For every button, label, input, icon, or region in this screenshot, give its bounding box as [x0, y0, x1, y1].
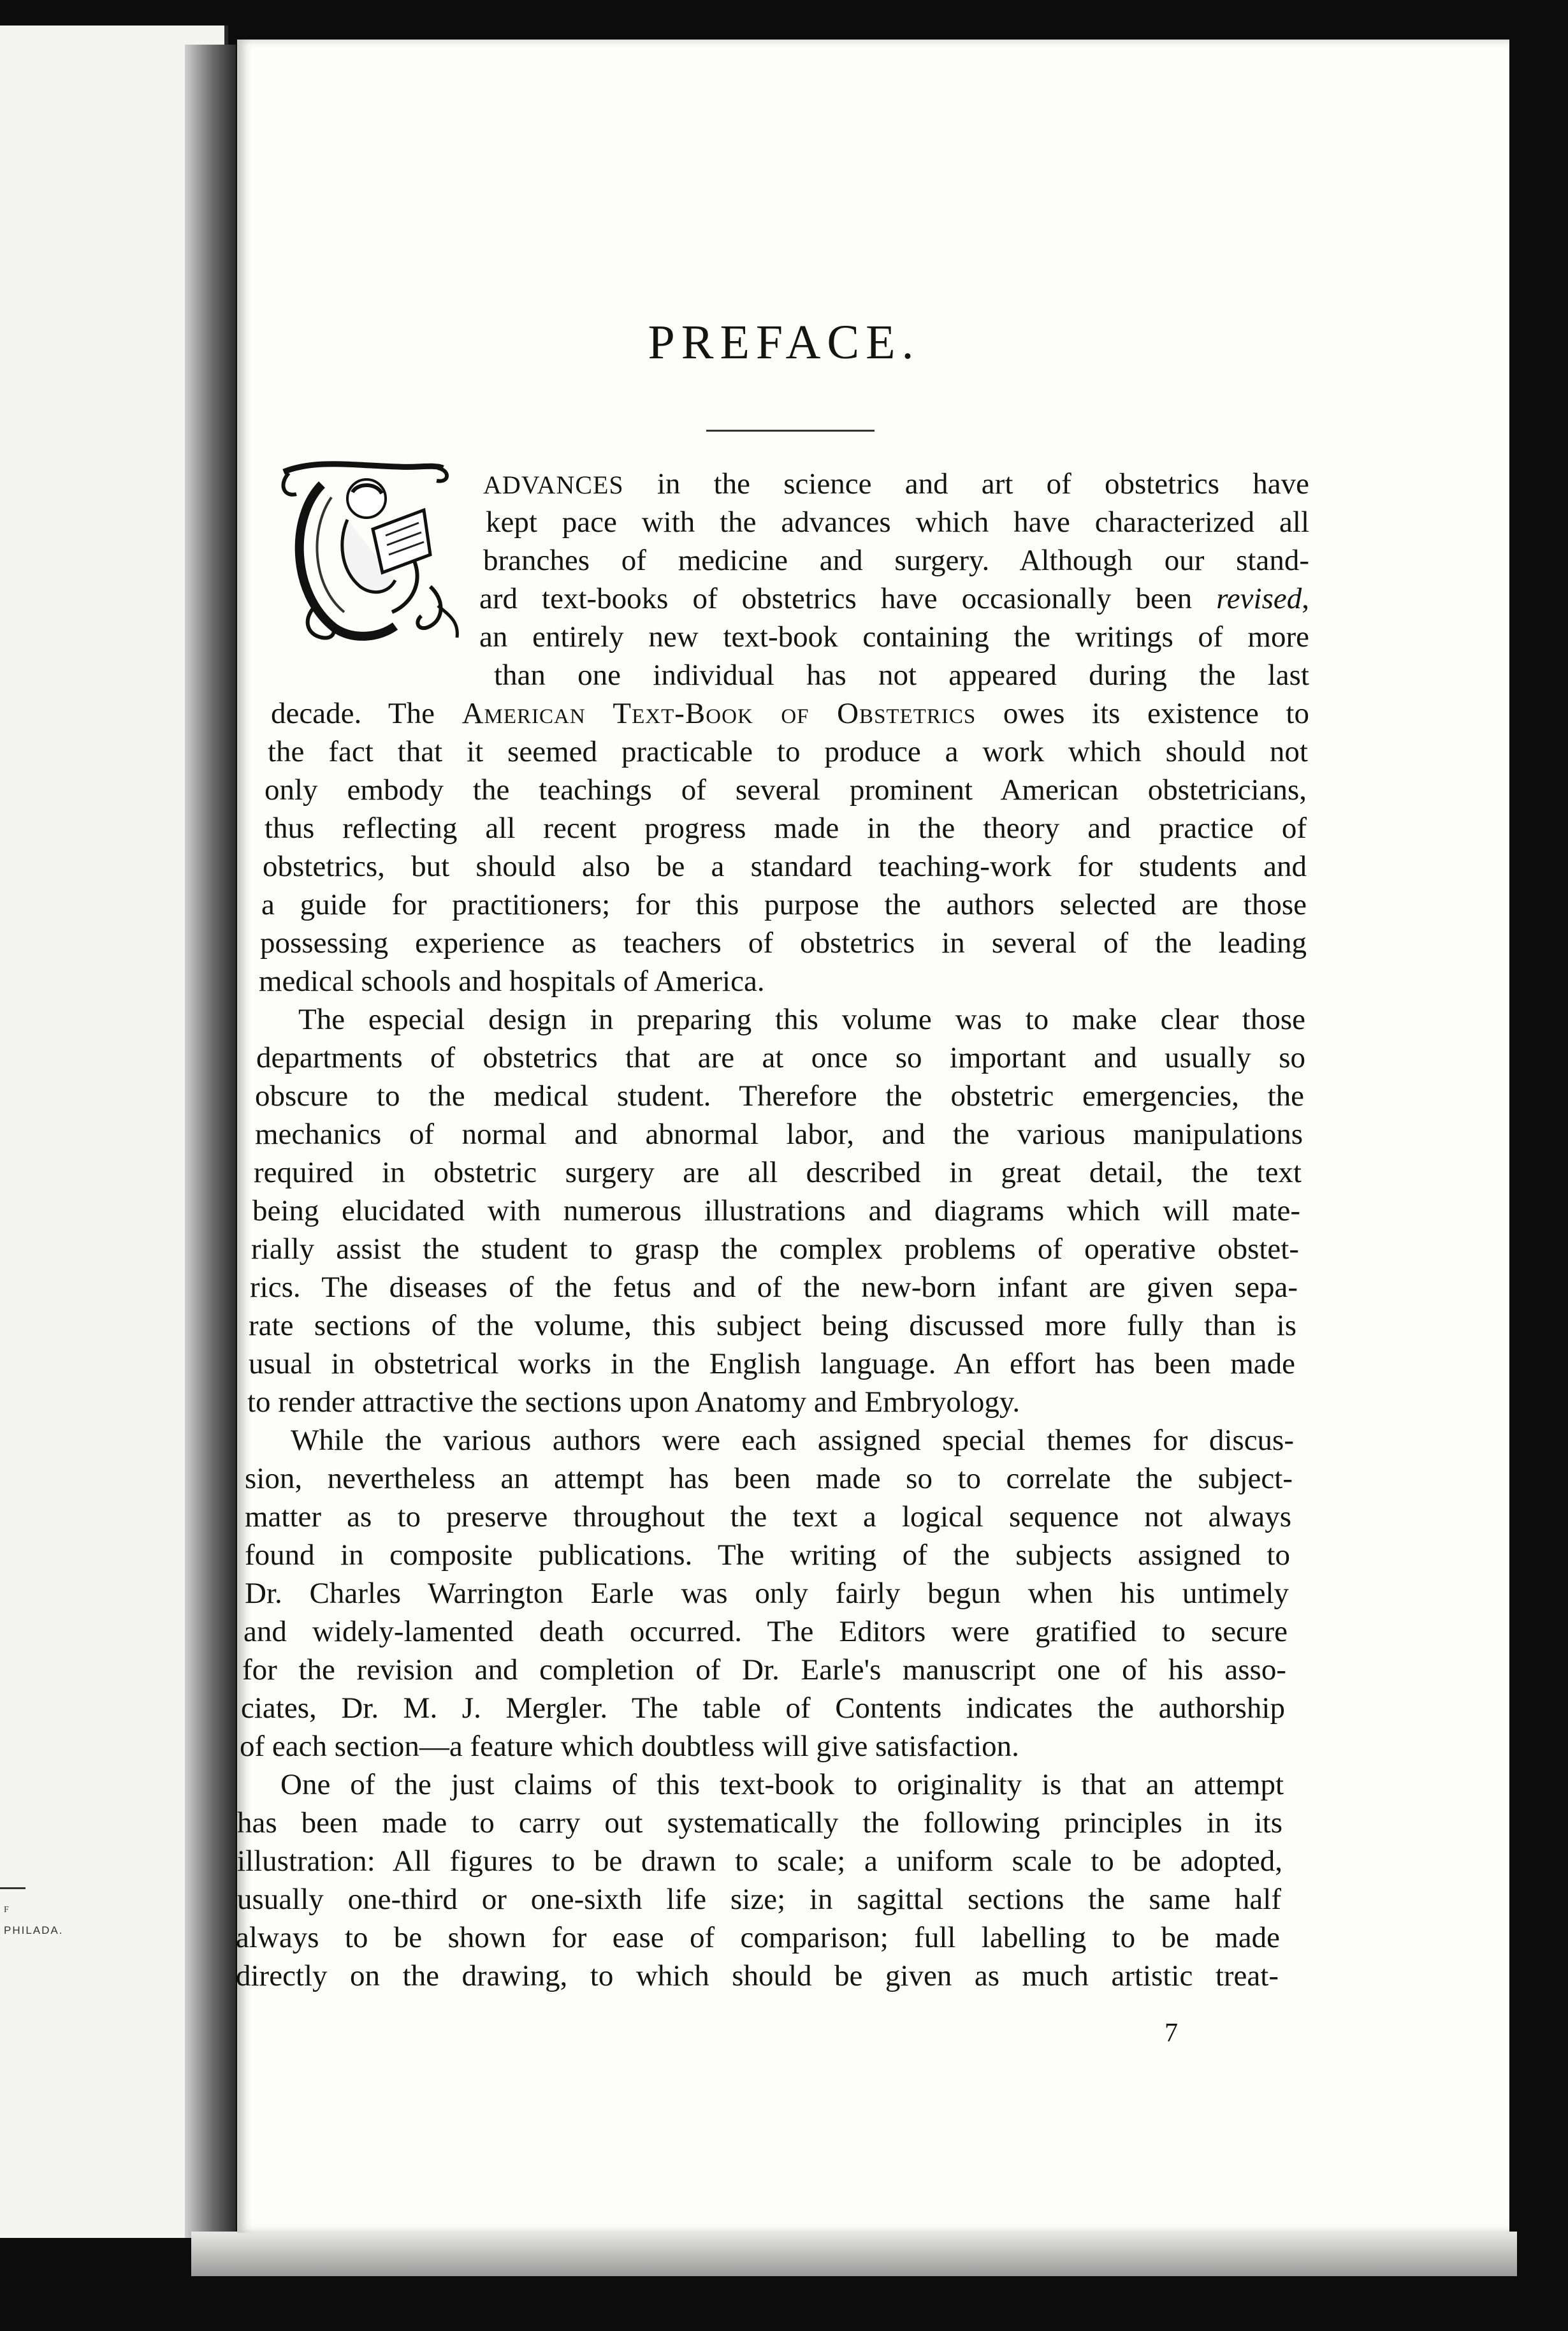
- text-line: the fact that it seemed practicable to produce a work which should not: [268, 735, 1308, 768]
- text-line: has been made to carry out systematically the following principles in its: [237, 1806, 1282, 1839]
- text-line: being elucidated with numerous illustrations and diagrams which will mate-: [252, 1194, 1300, 1227]
- text-line: an entirely new text-book containing the writings of more: [479, 620, 1309, 654]
- text-line: The especial design in preparing this volume was to make clear those: [298, 1003, 1305, 1036]
- text-line: directly on the drawing, to which should be given as much artistic treat-: [236, 1959, 1279, 1992]
- text-line: to render attractive the sections upon Anatomy and Embryology.: [247, 1385, 1020, 1419]
- text-line: possessing experience as teachers of obstetrics in several of the leading: [260, 926, 1307, 960]
- text-line: Dr. Charles Warrington Earle was only fairly begun when his untimely: [245, 1577, 1289, 1610]
- text-line: sion, nevertheless an attempt has been made so to correlate the subject-: [245, 1462, 1293, 1495]
- text-line: always to be shown for ease of comparison; full labelling to be made: [236, 1921, 1280, 1954]
- text-line: for the revision and completion of Dr. Earle's manuscript one of his asso-: [242, 1653, 1286, 1686]
- text-line: and widely-lamented death occurred. The Editors were gratified to secure: [243, 1615, 1288, 1648]
- text-line: only embody the teachings of several prominent American obstetricians,: [265, 773, 1307, 807]
- text-line: rate sections of the volume, this subject being discussed more fully than is: [249, 1309, 1296, 1342]
- text-line: matter as to preserve throughout the text a logical sequence not always: [245, 1500, 1291, 1533]
- text-line: ard text-books of obstetrics have occasionally been revised,: [479, 582, 1309, 615]
- imprint-mark: F: [4, 1905, 9, 1915]
- text-line: ADVANCES in the science and art of obstetrics have: [483, 467, 1309, 501]
- text-line: illustration: All figures to be drawn to scale; a uniform scale to be adopted,: [237, 1845, 1282, 1878]
- text-line: rics. The diseases of the fetus and of the new-born infant are given sepa-: [250, 1271, 1298, 1304]
- text-line: obscure to the medical student. Therefore the obstetric emergencies, the: [255, 1079, 1304, 1113]
- text-line: than one individual has not appeared during the last: [494, 659, 1309, 692]
- text-line: of each section—a feature which doubtless will give satisfaction.: [240, 1730, 1019, 1763]
- text-line: usual in obstetrical works in the English language. An effort has been made: [249, 1347, 1295, 1380]
- text-line: obstetrics, but should also be a standard teaching-work for students and: [263, 850, 1307, 883]
- text-line: branches of medicine and surgery. Although our stand-: [483, 544, 1309, 577]
- text-line: required in obstetric surgery are all described in great detail, the text: [254, 1156, 1302, 1189]
- text-line: a guide for practitioners; for this purpose the authors selected are those: [261, 888, 1307, 921]
- page-title: PREFACE.: [648, 316, 920, 369]
- text-line: departments of obstetrics that are at once so important and usually so: [256, 1041, 1305, 1074]
- text-line: thus reflecting all recent progress made in the theory and practice of: [265, 812, 1307, 845]
- text-line: While the various authors were each assigned special themes for discus-: [291, 1424, 1294, 1457]
- text-line: ciates, Dr. M. J. Mergler. The table of Contents indicates the authorship: [241, 1692, 1285, 1725]
- text-line: found in composite publications. The writing of the subjects assigned to: [245, 1538, 1290, 1572]
- text-line: usually one-third or one-sixth life size; in sagittal sections the same half: [237, 1883, 1281, 1916]
- text-line: kept pace with the advances which have characterized all: [486, 506, 1309, 539]
- text-line: One of the just claims of this text-book to originality is that an attempt: [280, 1768, 1284, 1801]
- text-line: decade. The American Text-Book of Obstetrics owes its existence to: [271, 697, 1309, 730]
- text-line: rially assist the student to grasp the complex problems of operative obstet-: [251, 1232, 1299, 1266]
- text-line: mechanics of normal and abnormal labor, and the various manipulations: [255, 1118, 1303, 1151]
- page-number: 7: [1165, 2019, 1178, 2048]
- text-line: medical schools and hospitals of America.: [259, 965, 765, 998]
- imprint-text: PHILADA.: [4, 1924, 64, 1936]
